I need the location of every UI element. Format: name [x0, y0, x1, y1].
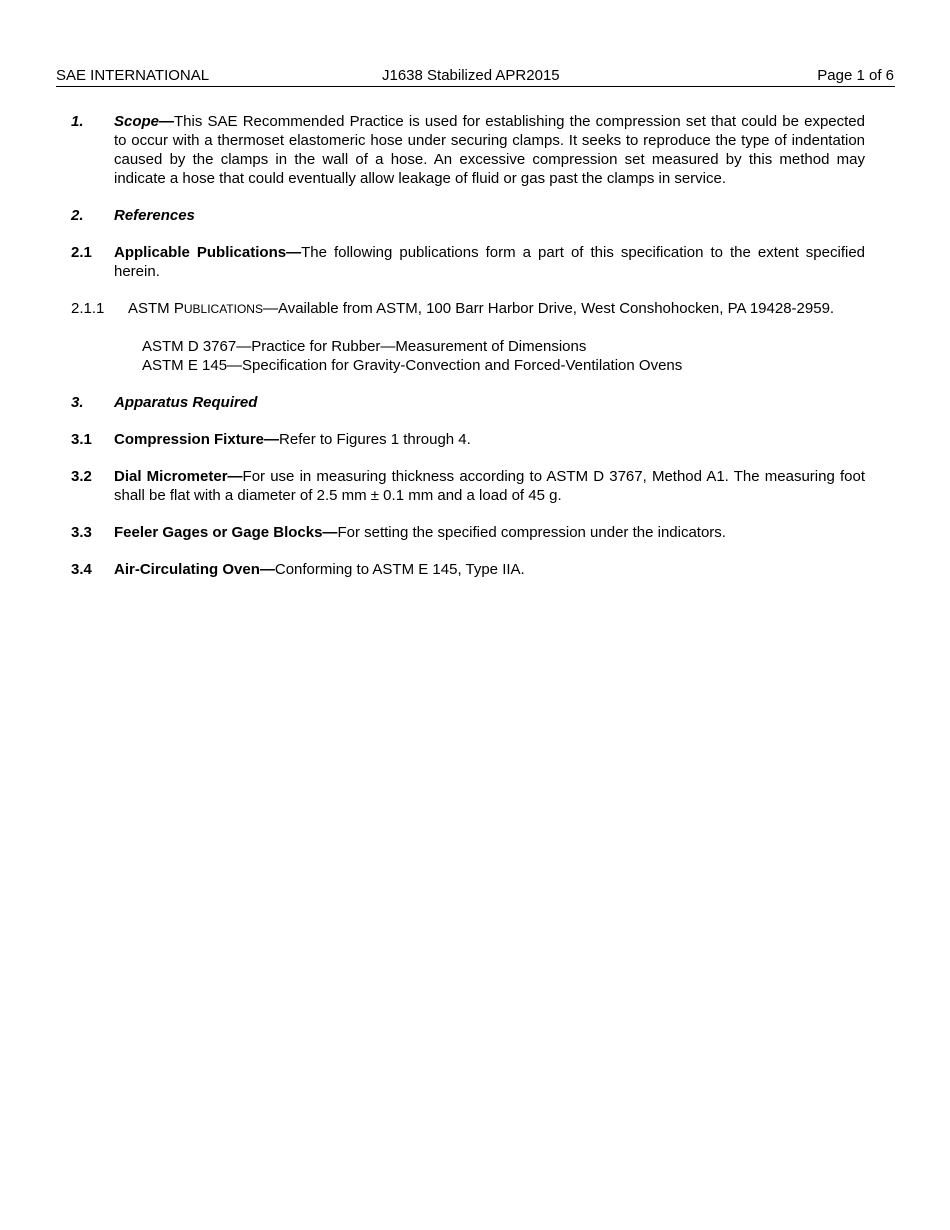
section-number: 3.2	[71, 468, 92, 485]
page-header	[56, 66, 895, 87]
document-body	[71, 112, 865, 597]
section-number: 2.1.1	[71, 300, 105, 317]
section-body	[114, 243, 865, 281]
header-organization: SAE INTERNATIONAL	[56, 67, 210, 84]
section-title: Dial Micrometer—	[114, 468, 243, 485]
section-3-1-compression-fixture	[71, 430, 865, 449]
section-body	[114, 430, 865, 449]
section-3-2-dial-micrometer	[71, 467, 865, 505]
section-text: Conforming to ASTM E 145, Type IIA.	[274, 561, 525, 578]
section-3-4-air-circulating-oven	[71, 560, 865, 579]
section-body	[128, 299, 865, 319]
reference-item: ASTM D 3767—Practice for Rubber—Measurement of Dimensions	[142, 338, 587, 355]
section-1-scope	[71, 112, 865, 188]
section-text: The following publications form a part of this specification to the extent specified herein.	[114, 244, 866, 280]
reference-list	[142, 337, 865, 375]
section-body	[114, 523, 865, 542]
section-3-3-feeler-gages	[71, 523, 865, 542]
section-text: For use in measuring thickness according to ASTM D 3767, Method A1. The measuring foot shall be flat with a diameter of 2.5 mm ± 0.1 mm and a load of 45 g.	[114, 468, 865, 504]
header-page-number: Page 1 of 6	[817, 67, 894, 84]
section-2-1-applicable-publications	[71, 243, 865, 281]
section-text: This SAE Recommended Practice is used for establishing the compression set that could be expected to occur with a thermoset elastomeric hose under securing clamps. It seeks to reproduce the type of indentation caused by the clamps in the wall of a hose. An excessive compression set measured by this method may indicate a hose that could eventually allow leakage of fluid or gas past the clamps in service.	[114, 113, 865, 187]
section-lead: ASTM P	[128, 300, 184, 317]
section-number: 3.1	[71, 431, 92, 448]
section-title: Apparatus Required	[114, 394, 258, 411]
section-title: Applicable Publications—	[114, 244, 302, 261]
section-title: References	[114, 207, 195, 224]
header-document-id: J1638 Stabilized APR2015	[382, 67, 560, 84]
section-lead-smallcaps: UBLICATIONS	[183, 302, 263, 316]
section-title: Feeler Gages or Gage Blocks—	[114, 524, 338, 541]
section-body	[114, 560, 865, 579]
section-number: 3.	[71, 394, 84, 411]
section-2-1-1-astm-publications	[71, 299, 865, 319]
section-text: For setting the specified compression under the indicators.	[337, 524, 726, 541]
section-2-references	[71, 206, 865, 225]
section-title: Air-Circulating Oven—	[114, 561, 275, 578]
section-number: 3.4	[71, 561, 92, 578]
section-body	[114, 393, 865, 412]
section-3-apparatus	[71, 393, 865, 412]
section-number: 3.3	[71, 524, 92, 541]
section-number: 2.	[71, 207, 84, 224]
section-title: Scope—	[114, 113, 175, 130]
reference-item: ASTM E 145—Specification for Gravity-Convection and Forced-Ventilation Ovens	[142, 357, 683, 374]
section-body	[114, 467, 865, 505]
section-text: Refer to Figures 1 through 4.	[279, 431, 471, 448]
section-body	[114, 206, 865, 225]
section-body	[114, 112, 865, 188]
section-number: 2.1	[71, 244, 92, 261]
section-text: —Available from ASTM, 100 Barr Harbor Drive, West Conshohocken, PA 19428-2959.	[262, 300, 835, 317]
section-number: 1.	[71, 113, 84, 130]
section-title: Compression Fixture—	[114, 431, 280, 448]
